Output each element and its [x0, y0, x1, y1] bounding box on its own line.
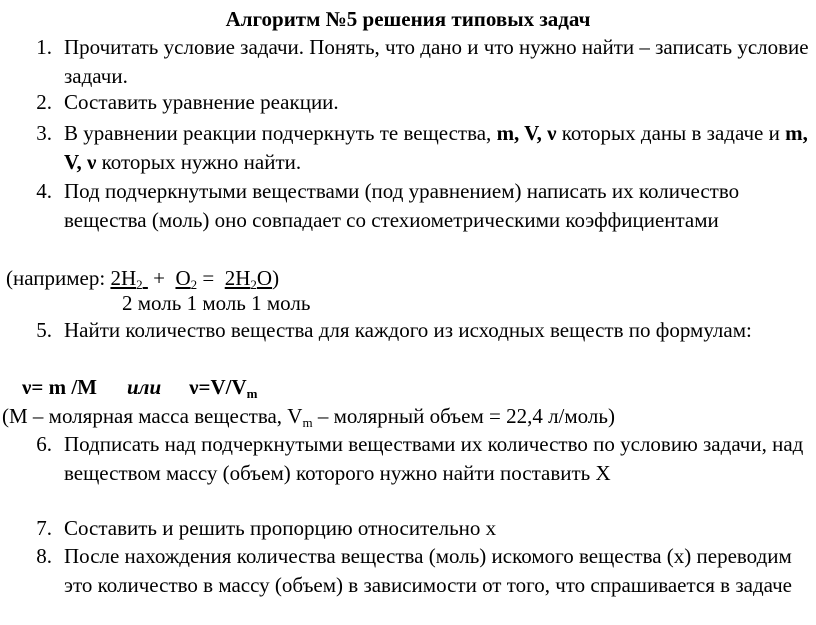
step-number: 4. [36, 179, 52, 203]
product-water: $2H_2O$ [224, 266, 273, 292]
quantity-symbols: m, V, ν [64, 121, 808, 174]
step-text: После нахождения количества вещества (моль) искомого вещества (х) переводим это количество в массу (объем) в зависимости от того, что спрашивается в задаче [64, 544, 792, 597]
step-number: 3. [36, 121, 52, 145]
step-text: Прочитать условие задачи. Понять, что дано и что нужно найти – записать условие задачи. [64, 35, 809, 88]
reactant-o2: $O_2$ [175, 266, 198, 292]
step-text: Под подчеркнутыми веществами (под уравнением) написать их количество вещества (моль) оно совпадает со стехиометрическими коэффициентами [64, 179, 740, 232]
plus-sign: + [147, 266, 171, 290]
step-number: 1. [36, 35, 52, 59]
formula-or: или [127, 375, 162, 399]
step-number: 2. [36, 90, 52, 114]
example-moles: 2 моль 1 моль 1 моль [122, 291, 311, 315]
formula-line [22, 373, 258, 402]
step-text: Составить и решить пропорцию относительно х [64, 516, 497, 540]
example-prefix: (например: [6, 266, 111, 290]
step-number: 6. [36, 432, 52, 456]
quantity-symbols: m, V, ν [496, 121, 557, 145]
example-close: ) [272, 266, 280, 290]
step-text: Найти количество вещества для каждого из исходных веществ по формулам: [64, 318, 752, 342]
step-text-part: которых даны в задаче и [556, 121, 786, 145]
formula-mass: ν= m /M [22, 375, 97, 399]
step-text: Составить уравнение реакции. [64, 90, 339, 114]
step-number: 5. [36, 318, 52, 342]
step-number: 7. [36, 516, 52, 540]
equals-sign: = [197, 266, 220, 290]
reactant-h2: $2H_2$ [110, 266, 143, 292]
page-title: Алгоритм №5 решения типовых задач [225, 7, 591, 31]
step-text: Подписать над подчеркнутыми веществами их количество по условию задачи, над веществом массу (объем) которого нужно найти поставить Х [64, 432, 804, 485]
formula-note: (M – молярная масса вещества, $V_m$ – молярный объем = 22,4 л/моль) [2, 404, 615, 430]
step-text [64, 119, 810, 177]
formula-volume: $\nu=V/V_m$ [189, 375, 258, 401]
step-text-part: которых нужно найти. [96, 150, 302, 174]
step-text-part: В уравнении реакции подчеркнуть те вещества, [64, 121, 497, 145]
step-number: 8. [36, 544, 52, 568]
